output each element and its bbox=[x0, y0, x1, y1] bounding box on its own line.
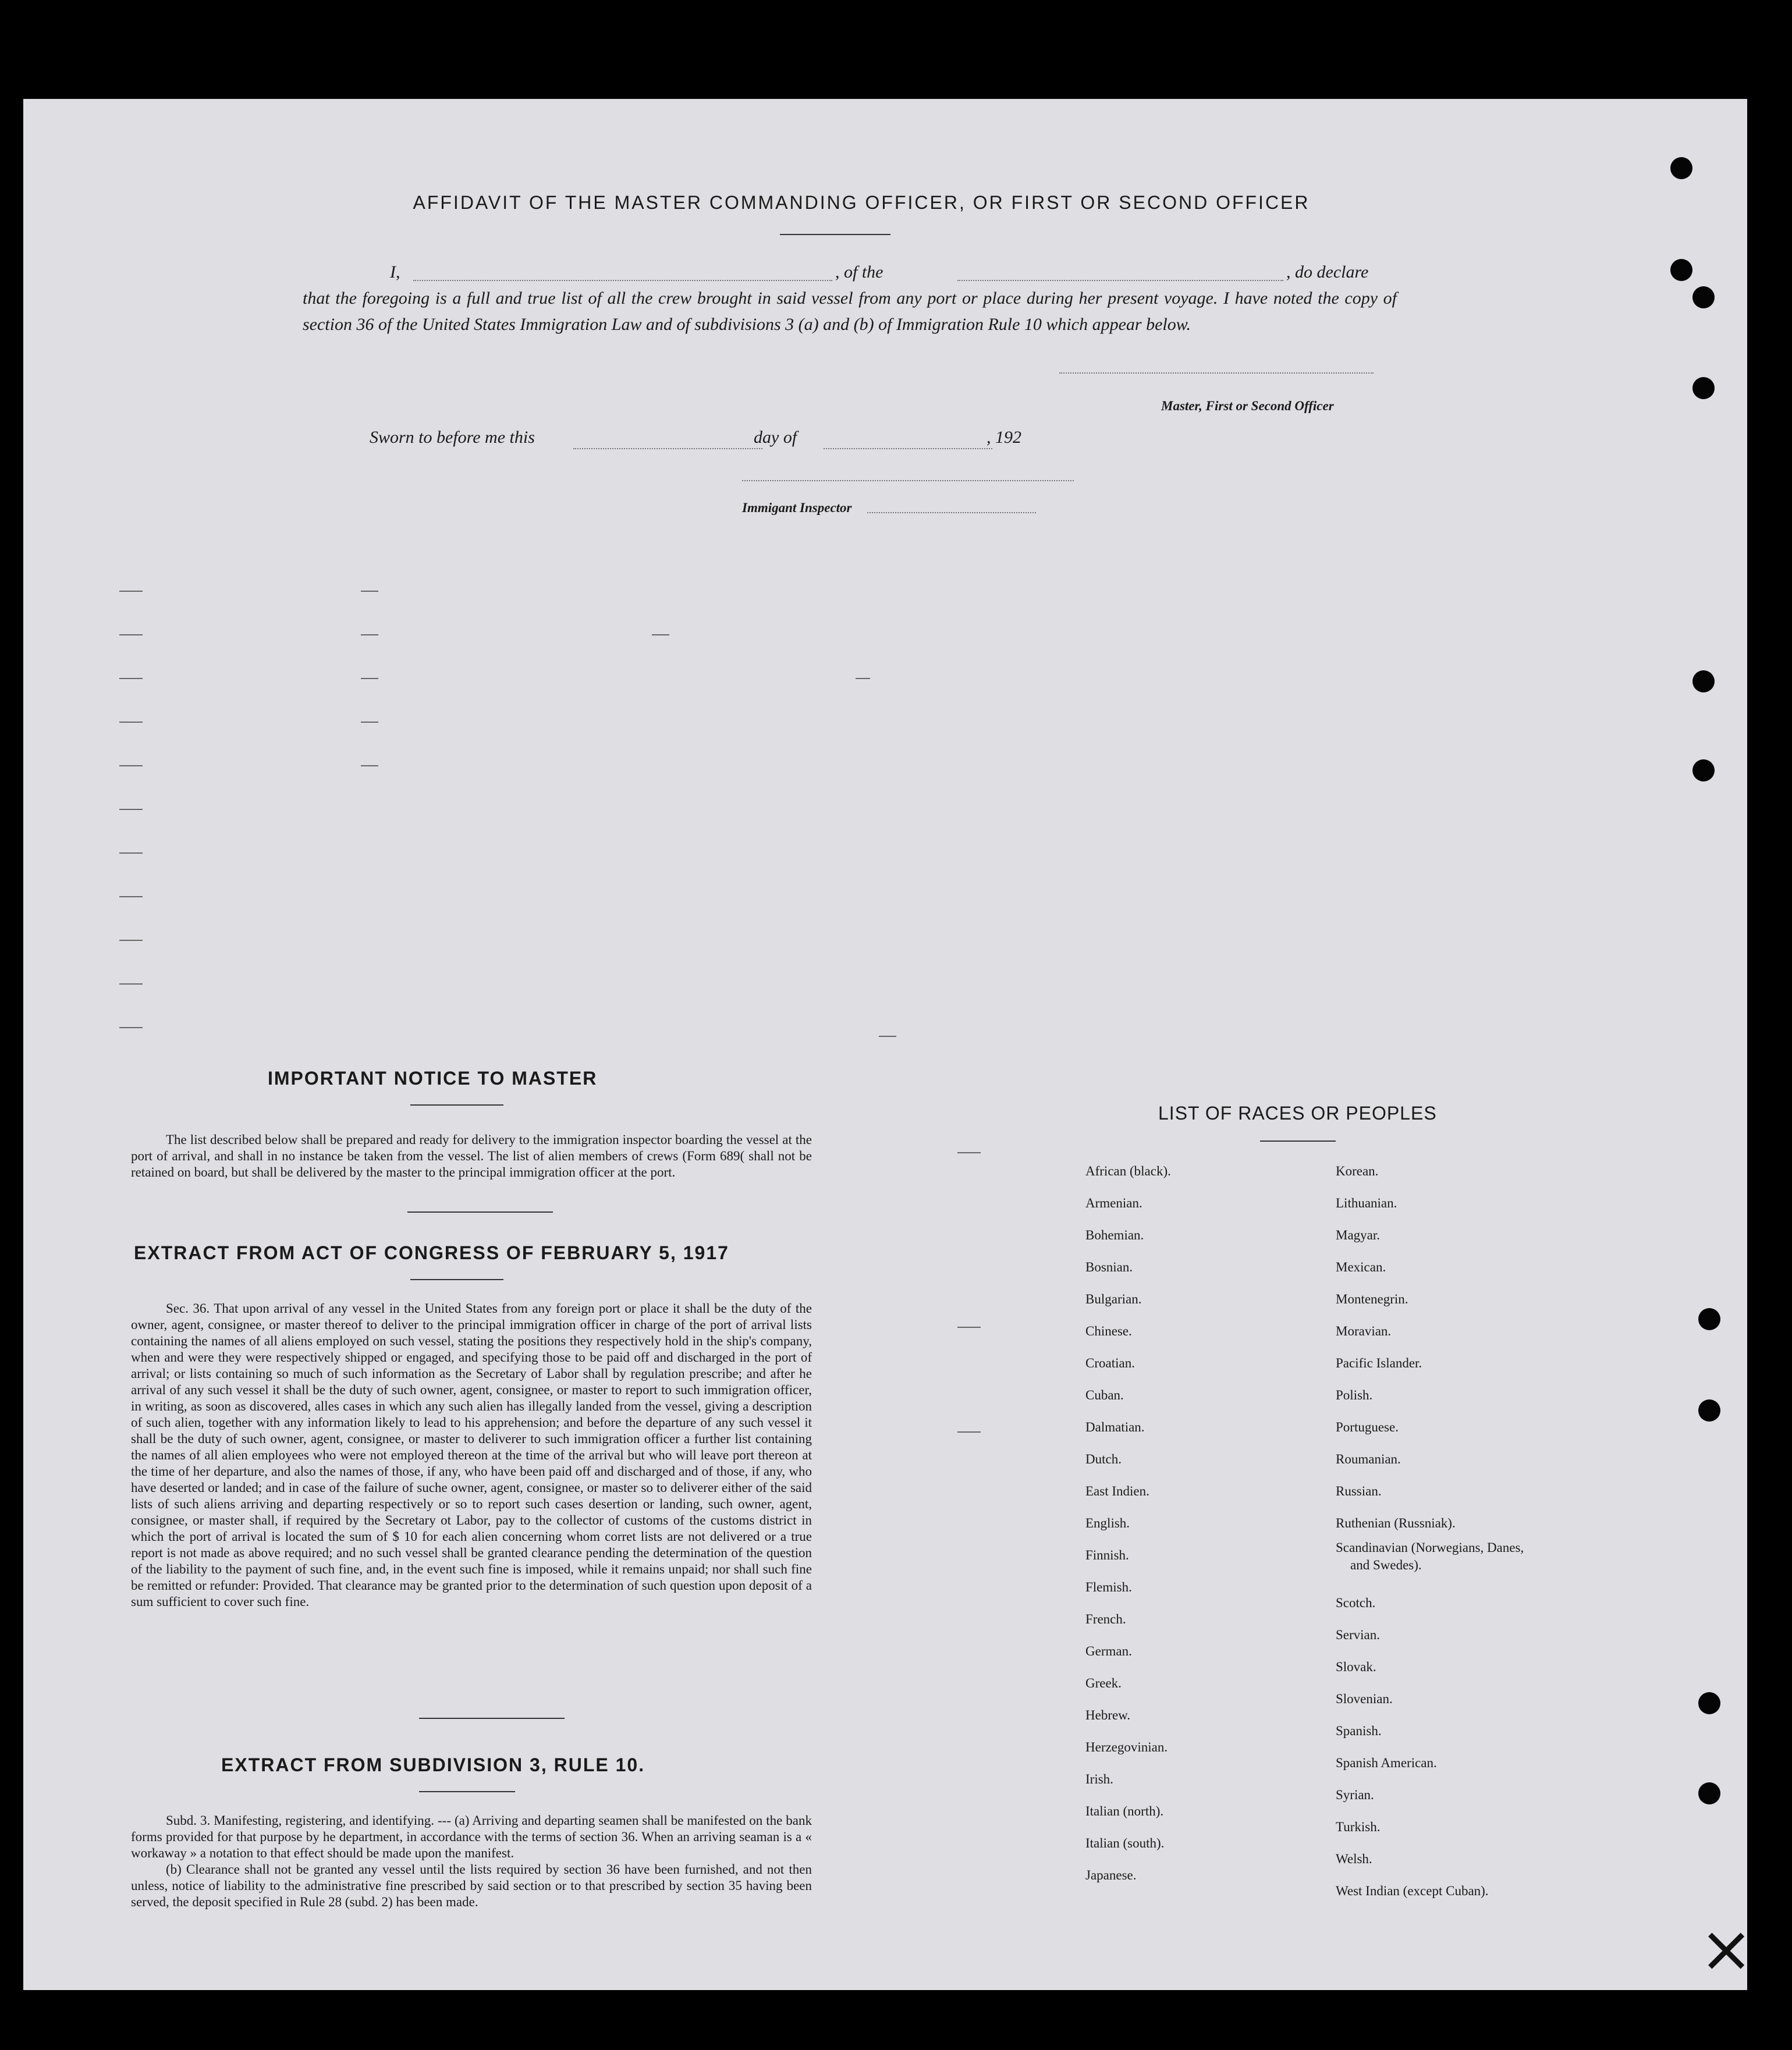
title-underline bbox=[780, 234, 890, 235]
ledger-mark bbox=[119, 634, 143, 635]
race-item: Dutch. bbox=[1085, 1452, 1122, 1466]
ledger-mark bbox=[119, 983, 143, 985]
race-item: Dalmatian. bbox=[1085, 1420, 1145, 1434]
race-item: Moravian. bbox=[1336, 1324, 1392, 1338]
ledger-mark bbox=[119, 591, 143, 592]
rule-para-b: (b) Clearance shall not be granted any vessel until the lists required by section 36 have been furnished, and not then unless, notice of liability to the administrative fine prescribed by said section or to that prescribed by section 35 having been served, the deposit specified in Rule 28 (subd. 2) has been made. bbox=[131, 1862, 812, 1909]
race-item: Lithuanian. bbox=[1336, 1196, 1397, 1210]
sworn-date-blank bbox=[573, 448, 762, 449]
punch-hole bbox=[1698, 1782, 1720, 1804]
ledger-mark bbox=[361, 678, 378, 679]
race-item: Turkish. bbox=[1336, 1820, 1381, 1834]
rule-underline bbox=[419, 1791, 515, 1792]
notice-underline bbox=[410, 1104, 503, 1106]
ledger-mark bbox=[957, 1431, 981, 1433]
race-item: Servian. bbox=[1336, 1628, 1381, 1642]
race-item: Flemish. bbox=[1085, 1580, 1132, 1594]
ledger-mark bbox=[119, 852, 143, 854]
race-item: Pacific Islander. bbox=[1336, 1356, 1422, 1370]
race-item: Japanese. bbox=[1085, 1868, 1137, 1882]
race-item: Armenian. bbox=[1085, 1196, 1142, 1210]
punch-hole bbox=[1692, 377, 1715, 399]
handwritten-x-mark: × bbox=[1699, 1912, 1754, 1986]
punch-hole bbox=[1698, 1308, 1720, 1330]
race-item: German. bbox=[1085, 1644, 1132, 1658]
punch-hole bbox=[1698, 1692, 1720, 1714]
race-item: Korean. bbox=[1336, 1164, 1379, 1178]
race-item: Herzegovinian. bbox=[1085, 1740, 1168, 1754]
ledger-mark bbox=[119, 940, 143, 941]
race-item: Italian (north). bbox=[1085, 1804, 1164, 1818]
race-item: French. bbox=[1085, 1612, 1126, 1626]
ledger-mark bbox=[119, 765, 143, 766]
races-underline bbox=[1260, 1141, 1336, 1142]
race-item: Russian. bbox=[1336, 1484, 1382, 1498]
sworn-month-blank bbox=[824, 448, 992, 449]
sworn-year: , 192 bbox=[987, 428, 1021, 447]
ledger-mark bbox=[856, 678, 870, 679]
notice-text: The list described below shall be prepared and ready for delivery to the immigration inspector boarding the vessel at the port of arrival, and shall in no instance be taken from the vessel. The list of alien members of crews (Form 689( shall not be retained on board, but shall be delivered by the master to the principal immigration officer at the port. bbox=[131, 1132, 812, 1179]
ledger-mark bbox=[361, 591, 378, 592]
race-item: Chinese. bbox=[1085, 1324, 1132, 1338]
race-item: Bosnian. bbox=[1085, 1260, 1133, 1274]
act-text: Sec. 36. That upon arrival of any vessel in the United States from any foreign port or place it shall be the duty of the owner, agent, consignee, or master thereof to deliver to the principal immigration officer in charge of the port of arrival lists containing the names of all aliens employed on such vessel, stating the positions they respectively hold in the ship's company, when and were they were respectively shipped or engaged, and specifying those to be paid off and discharged in the port of arrival; or lists containing so much of such information as the Secretary of Labor shall by regulation prescribe; and after he arrival of any such vessel it shall be the duty of such owner, agent, consignee, or master to report to such immigration officer, in writing, as soon as discovered, alles cases in which any such alien has illegally landed from the vessel, giving a description of such alien, together with any information likely to lead to his apprehension; and before the departure of any such vessel it shall be the duty of such owner, agent, consignee, or master to deliverer to such immigration officer a further list containing the names of all alien employees who were not employed thereon at the time of the arrival but who will leave port thereon at the time of her departure, and also the names of those, if any, who have been paid off and discharged and of those, if any, who have deserted or landed; and in case of the failure of suche owner, agent, consignee, or master so to deliverer either of the said lists of such aliens arriving and departing respectively or so to report such cases desertion or landing, such owner, agent, consignee, or master shall, if required by the Secretary ot Labor, pay to the collector of customs of the customs district in which the port of arrival is located the sum of $ 10 for each alien concerning whom corret lists are not delivered or a true report is not made as above required; and no such vessel shall be granted clearance pending the determination of the question of the liability to the payment of such fine, and, in the event such fine is imposed, while it remains unpaid; nor shall such fine be remitted or refunder: Provided. That clearance may be granted prior to the determination of such question upon deposit of a sum sufficient to cover such fine. bbox=[131, 1301, 812, 1609]
affidavit-title: AFFIDAVIT OF THE MASTER COMMANDING OFFICER, OR FIRST OR SECOND OFFICER bbox=[413, 192, 1310, 213]
punch-hole bbox=[1692, 286, 1715, 308]
race-item: Portuguese. bbox=[1336, 1420, 1399, 1434]
signature-line bbox=[1059, 372, 1374, 374]
punch-hole bbox=[1670, 259, 1692, 281]
race-item: Finnish. bbox=[1085, 1548, 1129, 1562]
race-item: English. bbox=[1085, 1516, 1130, 1530]
affidavit-i: I, bbox=[390, 262, 400, 282]
act-body bbox=[131, 1301, 812, 1610]
ledger-mark bbox=[119, 809, 143, 810]
ledger-mark bbox=[361, 765, 378, 766]
ledger-mark bbox=[119, 1027, 143, 1028]
ledger-mark bbox=[361, 634, 378, 635]
races-right-column bbox=[1336, 1155, 1528, 1907]
race-item: West Indian (except Cuban). bbox=[1336, 1884, 1489, 1898]
race-item: Welsh. bbox=[1336, 1852, 1372, 1866]
rule-title: EXTRACT FROM SUBDIVISION 3, RULE 10. bbox=[221, 1754, 645, 1775]
act-title: EXTRACT FROM ACT OF CONGRESS OF FEBRUARY 5, 1917 bbox=[134, 1242, 729, 1263]
race-item: Mexican. bbox=[1336, 1260, 1386, 1274]
ledger-mark bbox=[119, 678, 143, 679]
affidavit-body bbox=[303, 259, 1397, 337]
ledger-mark bbox=[957, 1152, 981, 1153]
notice-title: IMPORTANT NOTICE TO MASTER bbox=[268, 1068, 598, 1089]
inspector-name-blank bbox=[867, 512, 1036, 513]
race-item: Polish. bbox=[1336, 1388, 1373, 1402]
races-left-column bbox=[1085, 1155, 1171, 1891]
document-page bbox=[23, 99, 1754, 1990]
race-item: Spanish. bbox=[1336, 1724, 1382, 1738]
ledger-mark bbox=[119, 896, 143, 897]
race-item: Bohemian. bbox=[1085, 1228, 1144, 1242]
punch-hole bbox=[1670, 157, 1692, 179]
ledger-mark bbox=[361, 722, 378, 723]
inspector-label: Immigant Inspector bbox=[742, 500, 852, 515]
race-item: Syrian. bbox=[1336, 1788, 1374, 1802]
punch-hole bbox=[1692, 670, 1715, 692]
race-item: Croatian. bbox=[1085, 1356, 1135, 1370]
inspector-signature-line bbox=[742, 480, 1074, 481]
act-rule bbox=[419, 1718, 565, 1719]
sworn-day-of: day of bbox=[754, 428, 797, 447]
affidavit-declare: , do declare bbox=[1286, 262, 1369, 282]
ledger-mark bbox=[652, 634, 669, 635]
vessel-blank bbox=[957, 280, 1283, 281]
race-item: Ruthenian (Russniak). bbox=[1336, 1516, 1456, 1530]
act-underline bbox=[410, 1279, 503, 1280]
race-item: Greek. bbox=[1085, 1676, 1122, 1690]
ledger-mark bbox=[957, 1327, 981, 1328]
race-item: Irish. bbox=[1085, 1772, 1113, 1786]
race-item: Slovenian. bbox=[1336, 1692, 1393, 1706]
affidavit-of-the: , of the bbox=[835, 262, 883, 282]
sworn-prefix: Sworn to before me this bbox=[370, 428, 535, 447]
signature-label: Master, First or Second Officer bbox=[1161, 399, 1334, 413]
race-item: Spanish American. bbox=[1336, 1756, 1437, 1770]
race-item: Hebrew. bbox=[1085, 1708, 1131, 1722]
race-item: Scotch. bbox=[1336, 1596, 1376, 1610]
name-blank bbox=[413, 280, 832, 281]
affidavit-text: that the foregoing is a full and true list of all the crew brought in said vessel from any port or place during her present voyage. I have noted the copy of section 36 of the United States Immigration Law and of subdivisions 3 (a) and (b) of Immigration Rule 10 which appear below. bbox=[303, 289, 1397, 334]
race-item: Italian (south). bbox=[1085, 1836, 1165, 1850]
race-item: East Indien. bbox=[1085, 1484, 1149, 1498]
ledger-mark bbox=[879, 1036, 896, 1037]
race-item: Cuban. bbox=[1085, 1388, 1124, 1402]
rule-para-a: Subd. 3. Manifesting, registering, and identifying. --- (a) Arriving and departing seamen shall be manifested on the bank forms provided for that purpose by he department, in accordance with the terms of section 36. When an arriving seaman is a « workaway » a notation to that effect should be made upon the manifest. bbox=[131, 1813, 812, 1860]
ledger-mark bbox=[119, 722, 143, 723]
races-title: LIST OF RACES OR PEOPLES bbox=[1158, 1103, 1437, 1124]
race-item: African (black). bbox=[1085, 1164, 1171, 1178]
rule-body bbox=[131, 1813, 812, 1910]
race-item: Bulgarian. bbox=[1085, 1292, 1142, 1306]
race-item: Scandinavian (Norwegians, Danes, and Swedes). bbox=[1336, 1540, 1524, 1572]
notice-body bbox=[131, 1132, 812, 1181]
race-item: Magyar. bbox=[1336, 1228, 1381, 1242]
punch-hole bbox=[1692, 759, 1715, 781]
race-item: Roumanian. bbox=[1336, 1452, 1401, 1466]
punch-hole bbox=[1698, 1399, 1720, 1422]
race-item: Slovak. bbox=[1336, 1660, 1376, 1674]
race-item: Montenegrin. bbox=[1336, 1292, 1408, 1306]
notice-rule bbox=[407, 1211, 553, 1213]
